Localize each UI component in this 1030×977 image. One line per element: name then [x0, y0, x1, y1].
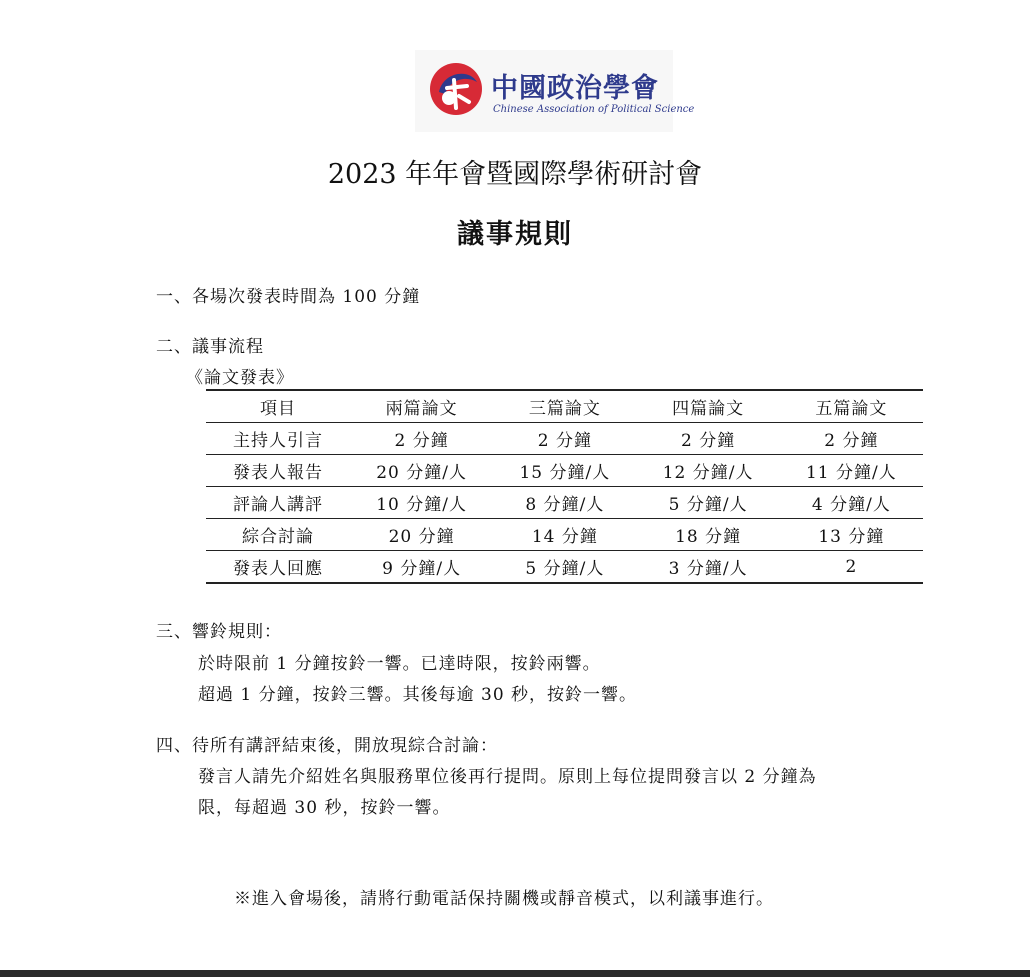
table-cell: 5 分鐘/人	[493, 551, 636, 584]
section-4-heading: 四、待所有講評結束後，開放現綜合討論：	[156, 736, 498, 756]
rules-title: 議事規則	[457, 219, 573, 250]
table-cell: 綜合討論	[206, 519, 350, 551]
section-3-line: 超過 1 分鐘，按鈴三響。其後每逾 30 秒，按鈴一響。	[198, 685, 638, 705]
table-cell: 2 分鐘	[350, 423, 493, 455]
table-cell: 20 分鐘	[350, 519, 493, 551]
table-cell: 2 分鐘	[493, 423, 636, 455]
table-cell: 4 分鐘/人	[780, 487, 923, 519]
section-4-line: 限，每超過 30 秒，按鈴一響。	[198, 798, 451, 818]
table-cell: 11 分鐘/人	[780, 455, 923, 487]
section-3-heading: 三、響鈴規則：	[156, 622, 282, 642]
table-cell: 9 分鐘/人	[350, 551, 493, 584]
logo-name-english: Chinese Association of Political Science	[493, 104, 695, 115]
table-cell: 3 分鐘/人	[637, 551, 780, 584]
agenda-flow-table	[206, 389, 923, 584]
table-cell: 評論人講評	[206, 487, 350, 519]
section-2-heading: 二、議事流程	[156, 337, 264, 357]
conference-title: 2023 年年會暨國際學術研討會	[327, 159, 703, 190]
section-3-line: 於時限前 1 分鐘按鈴一響。已達時限，按鈴兩響。	[198, 654, 601, 674]
table-row	[206, 551, 923, 584]
footer-phone-notice: ※進入會場後，請將行動電話保持關機或靜音模式，以利議事進行。	[234, 889, 774, 909]
table-cell: 8 分鐘/人	[493, 487, 636, 519]
table-cell: 2	[780, 551, 923, 584]
table-cell: 20 分鐘/人	[350, 455, 493, 487]
table-row	[206, 423, 923, 455]
table-cell: 15 分鐘/人	[493, 455, 636, 487]
table-cell: 13 分鐘	[780, 519, 923, 551]
table-cell: 18 分鐘	[637, 519, 780, 551]
table-row	[206, 519, 923, 551]
table-cell: 2 分鐘	[780, 423, 923, 455]
association-logo	[415, 50, 695, 132]
table-cell: 發表人回應	[206, 551, 350, 584]
section-1-session-duration: 一、各場次發表時間為 100 分鐘	[156, 287, 421, 307]
table-cell: 2 分鐘	[637, 423, 780, 455]
table-row	[206, 487, 923, 519]
table-cell: 5 分鐘/人	[637, 487, 780, 519]
table-cell: 10 分鐘/人	[350, 487, 493, 519]
table-cell: 12 分鐘/人	[637, 455, 780, 487]
table-header-cell: 項目	[206, 390, 350, 423]
section-4-line: 發言人請先介紹姓名與服務單位後再行提問。原則上每位提問發言以 2 分鐘為	[198, 767, 817, 787]
association-emblem-icon	[425, 58, 487, 120]
logo-name-chinese: 中國政治學會	[491, 73, 659, 104]
table-cell: 14 分鐘	[493, 519, 636, 551]
table-row	[206, 455, 923, 487]
section-2-subheading: 《論文發表》	[186, 368, 294, 388]
table-cell: 發表人報告	[206, 455, 350, 487]
page-bottom-divider	[0, 970, 1030, 977]
table-header-cell: 三篇論文	[493, 390, 636, 423]
table-header-cell: 四篇論文	[637, 390, 780, 423]
table-header-cell: 兩篇論文	[350, 390, 493, 423]
table-header-cell: 五篇論文	[780, 390, 923, 423]
table-cell: 主持人引言	[206, 423, 350, 455]
table-header-row	[206, 390, 923, 423]
